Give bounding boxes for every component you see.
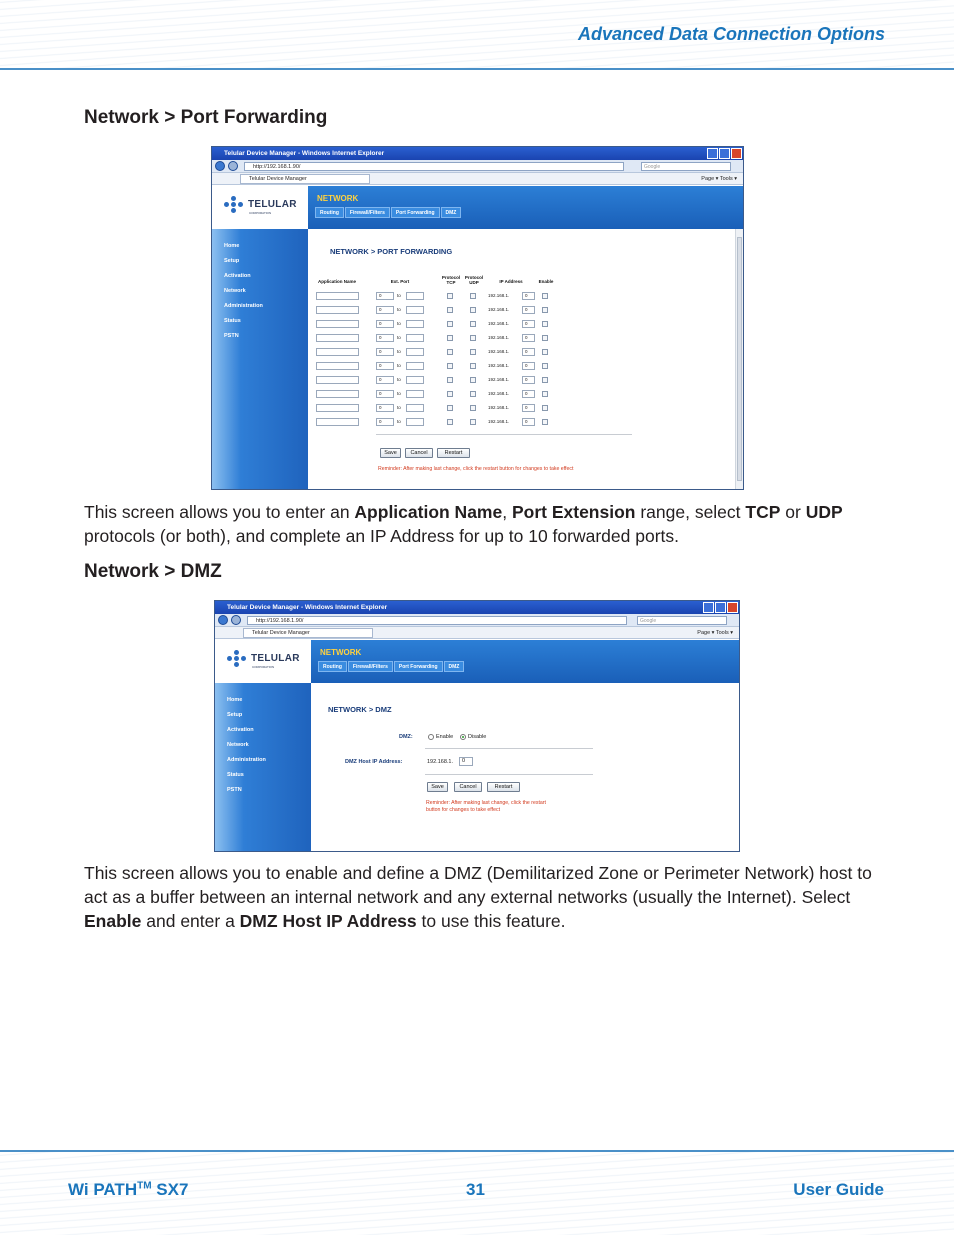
subtab-port-forwarding: Port Forwarding xyxy=(394,661,443,672)
pf-reminder: Reminder: After making last change, click the restart button for changes to take effect xyxy=(378,466,574,472)
pf-to-label: to xyxy=(397,307,401,312)
dmz-browser-screenshot xyxy=(214,600,740,852)
forward-icon xyxy=(228,161,238,171)
pf-ip-prefix: 192.168.1. xyxy=(488,321,510,326)
pf-port-end-input xyxy=(406,306,424,314)
pf-address-field: http://192.168.1.90/ xyxy=(244,162,624,171)
pf-app-name-input xyxy=(316,334,359,342)
dmz-enable-label: Enable xyxy=(436,734,454,740)
subtab-dmz: DMZ xyxy=(441,207,462,218)
sidebar-item-pstn: PSTN xyxy=(224,333,239,339)
pf-udp-checkbox xyxy=(470,335,476,341)
pf-app-name-input xyxy=(316,320,359,328)
dmz-reminder-line2: button for changes to take effect xyxy=(426,807,501,813)
app-section-title: NETWORK xyxy=(317,194,359,203)
pf-port-start-input: 0 xyxy=(376,362,394,370)
dmz-ip-input: 0 xyxy=(459,757,473,766)
window-controls xyxy=(703,602,738,613)
dmz-address-bar xyxy=(215,614,739,627)
pf-to-label: to xyxy=(397,405,401,410)
subtab-port-forwarding: Port Forwarding xyxy=(391,207,440,218)
col-head-ext-port: Ext. Port xyxy=(390,279,410,284)
pf-to-label: to xyxy=(397,335,401,340)
pf-divider xyxy=(376,434,632,435)
pf-enable-checkbox xyxy=(542,377,548,383)
pf-tcp-checkbox xyxy=(447,391,453,397)
pf-udp-checkbox xyxy=(470,391,476,397)
pf-ip-input: 0 xyxy=(522,404,535,412)
dmz-host-label: DMZ Host IP Address: xyxy=(345,759,403,765)
footer-doc-type: User Guide xyxy=(793,1180,884,1199)
pf-ip-prefix: 192.168.1. xyxy=(488,363,510,368)
pf-table-row xyxy=(316,362,576,371)
pf-ip-prefix: 192.168.1. xyxy=(488,391,510,396)
pf-port-end-input xyxy=(406,376,424,384)
pf-tab-bar xyxy=(212,173,743,185)
pf-tcp-checkbox xyxy=(447,377,453,383)
sidebar-item-activation: Activation xyxy=(227,727,254,733)
pf-tcp-checkbox xyxy=(447,405,453,411)
col-head-enable: Enable xyxy=(538,279,554,284)
maximize-icon xyxy=(715,602,726,613)
app-subtabs xyxy=(318,661,464,672)
pf-ip-prefix: 192.168.1. xyxy=(488,349,510,354)
logo-dots-icon xyxy=(224,196,244,216)
pf-port-start-input: 0 xyxy=(376,390,394,398)
pf-to-label: to xyxy=(397,377,401,382)
dmz-toolbar-tools: Page ▾ Tools ▾ xyxy=(697,630,733,636)
logo-subtext: CORPORATION xyxy=(252,665,275,669)
sidebar-item-activation: Activation xyxy=(224,273,251,279)
logo-subtext: CORPORATION xyxy=(249,211,272,215)
sidebar-item-status: Status xyxy=(227,772,244,778)
dmz-app-page xyxy=(215,640,739,851)
pf-table-row xyxy=(316,404,576,413)
dmz-window-title: Telular Device Manager - Windows Internet Explorer xyxy=(227,604,388,611)
sidebar-item-setup: Setup xyxy=(227,712,243,718)
pf-table-row xyxy=(316,376,576,385)
dmz-divider-1 xyxy=(425,748,593,749)
pf-ip-input: 0 xyxy=(522,320,535,328)
pf-port-end-input xyxy=(406,292,424,300)
pf-udp-checkbox xyxy=(470,405,476,411)
pf-port-start-input: 0 xyxy=(376,404,394,412)
pf-app-name-input xyxy=(316,418,359,426)
pf-window-titlebar xyxy=(212,147,743,160)
pf-browser-tab: Telular Device Manager xyxy=(240,174,370,184)
pf-enable-checkbox xyxy=(542,363,548,369)
pf-enable-checkbox xyxy=(542,405,548,411)
dmz-description: This screen allows you to enable and define a DMZ (Demilitarized Zone or Perimeter Network) host to act as a buffer between an internal network and any external networks (usually the Internet). Select Enable and enter a DMZ Host IP Address to use this feature. xyxy=(84,863,872,931)
dmz-restart-button: Restart xyxy=(487,782,520,792)
pf-tcp-checkbox xyxy=(447,293,453,299)
dmz-content xyxy=(311,683,739,851)
subtab-firewall: Firewall/Filters xyxy=(345,207,390,218)
pf-port-end-input xyxy=(406,362,424,370)
pf-port-end-input xyxy=(406,418,424,426)
pf-app-name-input xyxy=(316,292,359,300)
pf-app-name-input xyxy=(316,306,359,314)
pf-to-label: to xyxy=(397,321,401,326)
pf-app-name-input xyxy=(316,390,359,398)
telular-logo xyxy=(212,186,308,229)
pf-enable-checkbox xyxy=(542,391,548,397)
pf-tcp-checkbox xyxy=(447,335,453,341)
pf-udp-checkbox xyxy=(470,363,476,369)
pf-search-field: Google xyxy=(641,162,731,171)
dmz-cancel-button: Cancel xyxy=(454,782,482,792)
dmz-enable-radio xyxy=(428,734,434,740)
close-icon xyxy=(731,148,742,159)
back-icon xyxy=(218,615,228,625)
pf-enable-checkbox xyxy=(542,335,548,341)
pf-save-button: Save xyxy=(380,448,401,458)
pf-udp-checkbox xyxy=(470,377,476,383)
pf-window-title: Telular Device Manager - Windows Internet Explorer xyxy=(224,150,385,157)
dmz-page-title: NETWORK > DMZ xyxy=(328,705,392,714)
pf-ip-input: 0 xyxy=(522,362,535,370)
dmz-save-button: Save xyxy=(427,782,448,792)
sidebar-item-network: Network xyxy=(224,288,246,294)
pf-ip-prefix: 192.168.1. xyxy=(488,405,510,410)
pf-browser-screenshot xyxy=(211,146,744,490)
pf-tcp-checkbox xyxy=(447,349,453,355)
pf-app-name-input xyxy=(316,404,359,412)
col-head-udp: Protocol UDP xyxy=(464,275,484,285)
pf-udp-checkbox xyxy=(470,419,476,425)
pf-port-end-input xyxy=(406,334,424,342)
dmz-ip-prefix: 192.168.1. xyxy=(427,759,453,765)
dmz-disable-radio xyxy=(460,734,466,740)
pf-page-title: NETWORK > PORT FORWARDING xyxy=(330,247,453,256)
pf-to-label: to xyxy=(397,419,401,424)
pf-tcp-checkbox xyxy=(447,321,453,327)
pf-port-start-input: 0 xyxy=(376,418,394,426)
col-head-app-name: Application Name xyxy=(317,279,356,284)
pf-table-row xyxy=(316,348,576,357)
pf-udp-checkbox xyxy=(470,349,476,355)
sidebar-item-network: Network xyxy=(227,742,249,748)
sidebar-item-home: Home xyxy=(227,697,243,703)
pf-ip-input: 0 xyxy=(522,334,535,342)
pf-udp-checkbox xyxy=(470,321,476,327)
pf-section-heading: Network > Port Forwarding xyxy=(84,107,328,128)
pf-ip-input: 0 xyxy=(522,348,535,356)
dmz-disable-label: Disable xyxy=(468,734,487,740)
pf-udp-checkbox xyxy=(470,307,476,313)
minimize-icon xyxy=(703,602,714,613)
footer-product: Wi PATH™ SX7 xyxy=(68,1180,189,1199)
pf-app-page xyxy=(212,186,743,489)
subtab-firewall: Firewall/Filters xyxy=(348,661,393,672)
dmz-section-heading: Network > DMZ xyxy=(84,561,222,582)
pf-ip-prefix: 192.168.1. xyxy=(488,335,510,340)
pf-port-start-input: 0 xyxy=(376,348,394,356)
sidebar-item-pstn: PSTN xyxy=(227,787,242,793)
pf-port-start-input: 0 xyxy=(376,292,394,300)
pf-table-row xyxy=(316,292,576,301)
logo-text: TELULAR xyxy=(251,653,300,664)
pf-ip-prefix: 192.168.1. xyxy=(488,293,510,298)
pf-ip-input: 0 xyxy=(522,306,535,314)
maximize-icon xyxy=(719,148,730,159)
back-icon xyxy=(215,161,225,171)
minimize-icon xyxy=(707,148,718,159)
forward-icon xyxy=(231,615,241,625)
subtab-routing: Routing xyxy=(318,661,347,672)
pf-to-label: to xyxy=(397,363,401,368)
pf-table-row xyxy=(316,320,576,329)
dmz-address-field: http://192.168.1.90/ xyxy=(247,616,627,625)
pf-port-start-input: 0 xyxy=(376,334,394,342)
pf-enable-checkbox xyxy=(542,349,548,355)
pf-tcp-checkbox xyxy=(447,363,453,369)
pf-table-row xyxy=(316,418,576,427)
logo-text: TELULAR xyxy=(248,199,297,210)
pf-port-end-input xyxy=(406,390,424,398)
pf-to-label: to xyxy=(397,293,401,298)
pf-ip-input: 0 xyxy=(522,390,535,398)
pf-ip-prefix: 192.168.1. xyxy=(488,377,510,382)
pf-content xyxy=(308,229,743,489)
dmz-divider-2 xyxy=(425,774,593,775)
pf-to-label: to xyxy=(397,349,401,354)
pf-enable-checkbox xyxy=(542,307,548,313)
window-controls xyxy=(707,148,742,159)
pf-description: This screen allows you to enter an Application Name, Port Extension range, select TCP or UDP protocols (or both), and complete an IP Address for up to 10 forwarded ports. xyxy=(84,502,843,546)
pf-ip-prefix: 192.168.1. xyxy=(488,307,510,312)
pf-ip-input: 0 xyxy=(522,376,535,384)
pf-ip-input: 0 xyxy=(522,292,535,300)
app-subtabs xyxy=(315,207,461,218)
pf-toolbar-tools: Page ▾ Tools ▾ xyxy=(701,176,737,182)
pf-enable-checkbox xyxy=(542,293,548,299)
sidebar-item-administration: Administration xyxy=(227,757,266,763)
subtab-dmz: DMZ xyxy=(444,661,465,672)
pf-ip-input: 0 xyxy=(522,418,535,426)
pf-port-end-input xyxy=(406,404,424,412)
dmz-reminder-line1: Reminder: After making last change, click the restart xyxy=(426,800,546,806)
pf-table-row xyxy=(316,390,576,399)
pf-ip-prefix: 192.168.1. xyxy=(488,419,510,424)
sidebar-item-home: Home xyxy=(224,243,240,249)
dmz-label: DMZ: xyxy=(399,734,413,740)
pf-port-start-input: 0 xyxy=(376,376,394,384)
footer-page-number: 31 xyxy=(466,1180,485,1199)
telular-logo xyxy=(215,640,311,683)
col-head-ip: IP Address xyxy=(499,279,523,284)
pf-port-start-input: 0 xyxy=(376,306,394,314)
pf-app-name-input xyxy=(316,362,359,370)
pf-tcp-checkbox xyxy=(447,307,453,313)
dmz-search-field: Google xyxy=(637,616,727,625)
pf-port-end-input xyxy=(406,348,424,356)
pf-enable-checkbox xyxy=(542,419,548,425)
pf-port-end-input xyxy=(406,320,424,328)
sidebar-item-status: Status xyxy=(224,318,241,324)
close-icon xyxy=(727,602,738,613)
pf-app-name-input xyxy=(316,376,359,384)
pf-tcp-checkbox xyxy=(447,419,453,425)
subtab-routing: Routing xyxy=(315,207,344,218)
sidebar-item-setup: Setup xyxy=(224,258,240,264)
logo-dots-icon xyxy=(227,650,247,670)
app-sidebar xyxy=(215,683,311,851)
pf-table-row xyxy=(316,306,576,315)
pf-udp-checkbox xyxy=(470,293,476,299)
dmz-tab-bar xyxy=(215,627,739,639)
pf-restart-button: Restart xyxy=(437,448,470,458)
header-title: Advanced Data Connection Options xyxy=(577,24,885,44)
app-section-title: NETWORK xyxy=(320,648,362,657)
pf-address-bar xyxy=(212,160,743,173)
pf-to-label: to xyxy=(397,391,401,396)
pf-enable-checkbox xyxy=(542,321,548,327)
dmz-window-titlebar xyxy=(215,601,739,614)
app-sidebar xyxy=(212,229,308,489)
dmz-browser-tab: Telular Device Manager xyxy=(243,628,373,638)
pf-scrollbar xyxy=(735,229,743,489)
col-head-tcp: Protocol TCP xyxy=(441,275,461,285)
pf-port-start-input: 0 xyxy=(376,320,394,328)
pf-table-row xyxy=(316,334,576,343)
sidebar-item-administration: Administration xyxy=(224,303,263,309)
pf-cancel-button: Cancel xyxy=(405,448,433,458)
pf-app-name-input xyxy=(316,348,359,356)
